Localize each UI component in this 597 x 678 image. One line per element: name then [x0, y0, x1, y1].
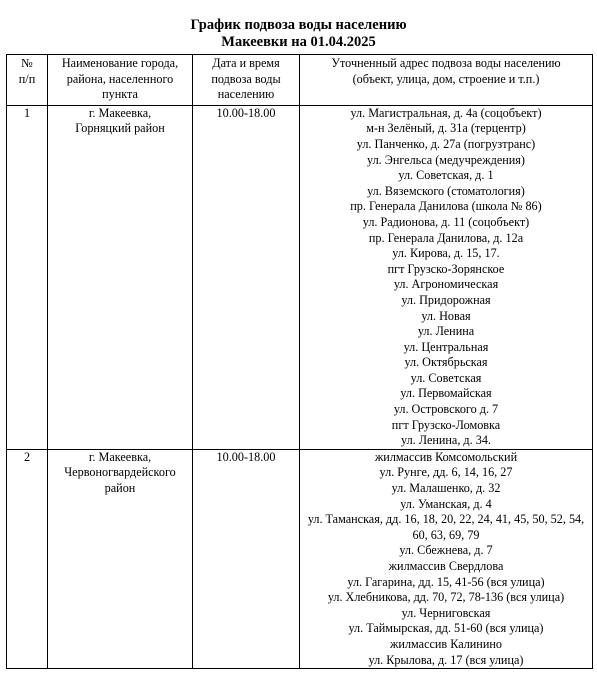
header-name: Наименование города, района, населенного пункта [48, 55, 193, 106]
address-line: ул. Уманская, д. 4 [400, 496, 492, 511]
locality-line: Червоногвардейского [64, 465, 176, 480]
address-line: ул. Рунге, дд. 6, 14, 16, 27 [379, 465, 513, 480]
address-line: жилмассив Калинино [390, 636, 502, 651]
address-line: ул. Советская, д. 1 [398, 168, 494, 183]
address-line: ул. Гагарина, дд. 15, 41-56 (вся улица) [347, 574, 545, 589]
row-locality [48, 449, 193, 668]
address-line: жилмассив Комсомольский [374, 449, 518, 464]
header-address: Уточненный адрес подвоза воды населению (объект, улица, дом, строение и т.п.) [300, 55, 593, 106]
address-line: ул. Придорожная [401, 292, 491, 307]
address-line: ул. Ленина [417, 324, 475, 339]
address-line: ул. Черниговская [401, 605, 491, 620]
address-line: пр. Генерала Данилова (школа № 86) [350, 199, 542, 214]
address-line: ул. Крылова, д. 17 (вся улица) [368, 652, 524, 667]
locality-line: г. Макеевка, [88, 449, 152, 464]
row-delivery-time: 10.00-18.00 [193, 105, 300, 449]
header-row [7, 55, 593, 106]
title-line-1: График подвоза воды населению [190, 17, 407, 33]
address-line: м-н Зелёный, д. 31а (терцентр) [366, 121, 526, 136]
address-line: ул. Октябрьская [404, 355, 488, 370]
address-line: ул. Магистральная, д. 4а (соцобъект) [350, 105, 542, 120]
address-line: ул. Таманская, дд. 16, 18, 20, 22, 24, 41, 45, 50, 52, 54, 60, 63, 69, 79 [307, 512, 585, 542]
address-line: жилмассив Свердлова [388, 559, 504, 573]
address-line: ул. Таймырская, дд. 51-60 (вся улица) [348, 621, 544, 636]
address-line: ул. Хлебникова, дд. 70, 72, 78-136 (вся улица) [327, 590, 565, 605]
header-datetime: Дата и время подвоза воды населению [193, 55, 300, 106]
address-line: ул. Панченко, д. 27а (погрузтранс) [356, 136, 536, 151]
address-line: ул. Островского д. 7 [393, 402, 499, 417]
address-line: ул. Первомайская [400, 386, 492, 401]
table-row [7, 105, 593, 449]
address-line: ул. Новая [421, 308, 471, 323]
address-line: ул. Вяземского (стоматология) [367, 183, 525, 198]
row-number: 1 [7, 105, 48, 449]
address-line: ул. Сбежнева, д. 7 [399, 543, 493, 558]
address-line: ул. Ленина, д. 34. [401, 433, 491, 448]
header-num: № п/п [7, 55, 48, 106]
address-line: ул. Кирова, д. 15, 17. [392, 246, 500, 261]
row-addresses [300, 105, 593, 449]
address-line: ул. Энгельса (медучреждения) [367, 152, 525, 167]
row-number: 2 [7, 449, 48, 668]
address-line: ул. Радионова, д. 11 (соцобъект) [362, 214, 530, 229]
address-line: пр. Генерала Данилова, д. 12а [368, 230, 524, 245]
row-addresses [300, 449, 593, 668]
document-title [0, 17, 597, 51]
address-line: ул. Агрономическая [393, 277, 499, 292]
address-line: пгт Грузско-Зорянское [387, 261, 505, 276]
water-schedule-table [6, 54, 593, 669]
locality-line: Горняцкий район [75, 121, 165, 136]
locality-line: район [104, 481, 136, 496]
locality-line: г. Макеевка, [88, 105, 152, 120]
address-line: пгт Грузско-Ломовка [391, 417, 501, 432]
address-line: ул. Центральная [403, 339, 489, 354]
table-row [7, 449, 593, 668]
row-delivery-time: 10.00-18.00 [193, 449, 300, 668]
title-line-2: Макеевки на 01.04.2025 [221, 34, 376, 50]
address-line: ул. Советская [410, 370, 482, 385]
row-locality [48, 105, 193, 449]
address-line: ул. Малашенко, д. 32 [391, 481, 501, 496]
